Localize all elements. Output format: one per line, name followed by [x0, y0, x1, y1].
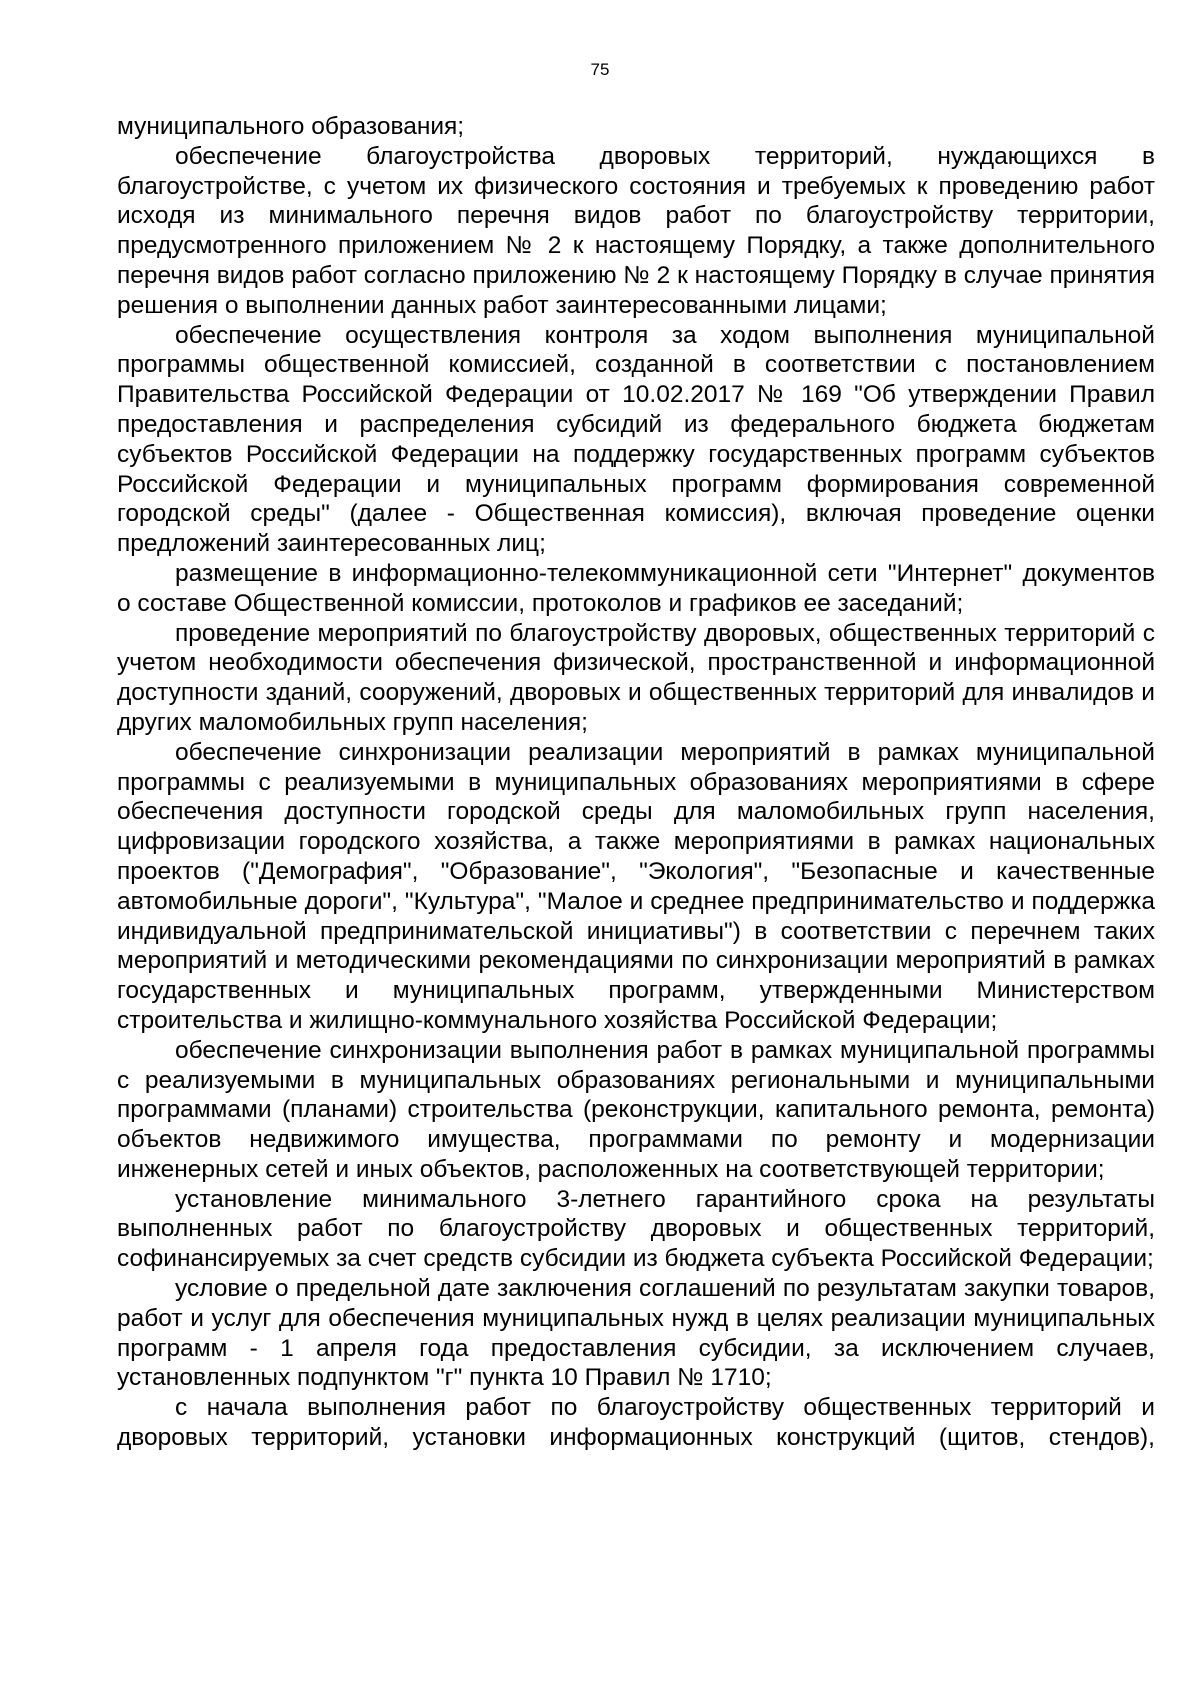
paragraph-accessibility-measures: проведение мероприятий по благоустройству дворовых, общественных территорий с учетом необходимости обеспечения физической, пространственной и информационной доступности зданий, сооружений, дворовых и общественных территорий для инвалидов и других маломобильных групп населения;	[117, 619, 1155, 736]
paragraph-contract-deadline: условие о предельной дате заключения соглашений по результатам закупки товаров, работ и услуг для обеспечения муниципальных нужд в целях реализации муниципальных программ - 1 апреля года предоставления субсидии, за исключением случаев, установленных подпунктом "г" пункта 10 Правил № 1710;	[117, 1275, 1155, 1392]
paragraph-continuation: муниципального образования;	[117, 113, 465, 140]
paragraph-public-commission-control: обеспечение осуществления контроля за ходом выполнения муниципальной программы общественной комиссией, созданной в соответствии с постановлением Правительства Российской Федерации от 10.02.2017 № 169 "Об утверждении Правил предоставления и распределения субсидий из федерального бюджета бюджетам субъектов Российской Федерации на поддержку государственных программ субъектов Российской Федерации и муниципальных программ формирования современной городской среды" (далее - Общественная комиссия), включая проведение оценки предложений заинтересованных лиц;	[117, 321, 1155, 558]
paragraph-courtyard-improvement: обеспечение благоустройства дворовых территорий, нуждающихся в благоустройстве, с учетом их физического состояния и требуемых к проведению работ исходя из минимального перечня видов работ по благоустройству территории, предусмотренного приложением № 2 к настоящему Порядку, а также дополнительного перечня видов работ согласно приложению № 2 к настоящему Порядку в случае принятия решения о выполнении данных работ заинтересованными лицами;	[117, 142, 1155, 319]
document-body	[117, 112, 1155, 1453]
paragraph-warranty-period: установление минимального 3-летнего гарантийного срока на результаты выполненных работ по благоустройству дворовых и общественных территорий, софинансируемых за счет средств субсидии из бюджета субъекта Российской Федерации;	[117, 1185, 1155, 1273]
paragraph-synchronization-national-projects: обеспечение синхронизации реализации мероприятий в рамках муниципальной программы с реализуемыми в муниципальных образованиях мероприятиями в сфере обеспечения доступности городской среды для маломобильных групп населения, цифровизации городского хозяйства, а также мероприятиями в рамках национальных проектов ("Демография", "Образование", "Экология", "Безопасные и качественные автомобильные дороги", "Культура", "Малое и среднее предпринимательство и поддержка индивидуальной предпринимательской инициативы") в соответствии с перечнем таких мероприятий и методическими рекомендациями по синхронизации мероприятий в рамках государственных и муниципальных программ, утвержденными Министерством строительства и жилищно-коммунального хозяйства Российской Федерации;	[117, 738, 1155, 1034]
paragraph-synchronization-construction: обеспечение синхронизации выполнения работ в рамках муниципальной программы с реализуемыми в муниципальных образованиях региональными и муниципальными программами (планами) строительства (реконструкции, капитального ремонта, ремонта) объектов недвижимого имущества, программами по ремонту и модернизации инженерных сетей и иных объектов, расположенных на соответствующей территории;	[117, 1036, 1155, 1183]
paragraph-information-boards: с начала выполнения работ по благоустройству общественных территорий и дворовых территорий, установки информационных конструкций (щитов, стендов),	[117, 1394, 1155, 1452]
paragraph-internet-publication: размещение в информационно-телекоммуникационной сети "Интернет" документов о составе Общественной комиссии, протоколов и графиков ее заседаний;	[117, 559, 1155, 617]
page-number: 75	[590, 60, 610, 79]
